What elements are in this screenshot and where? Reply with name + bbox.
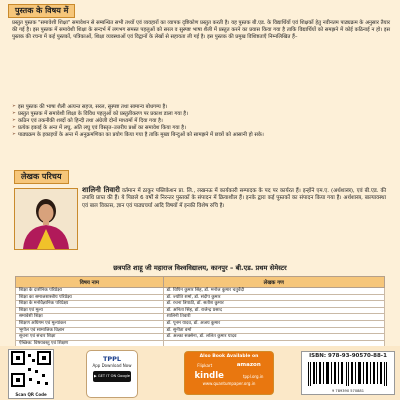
table-row [16,320,385,327]
tppl-site-link[interactable]: tppl.org.in [242,373,264,379]
footer [0,346,400,400]
table-cell: ऐच्छिक: विषयवस्तु एवं शिक्षण [16,340,164,347]
kindle-link[interactable]: kindle [194,371,224,381]
table-cell: शालिनी तिवारी [163,314,384,321]
about-intro: प्रस्तुत पुस्तक "समावेशी शिक्षा" समावेशन से सम्बन्धित सभी तथ्यों एवं व्यवहारों का व्यापक दृष्टिकोण प्रस्तुत करती है। यह पुस्तक बी.एड. के विद्यार्थियों एवं शिक्षकों हेतु नवीनतम पाठ्यक्रम के अनुसार तैयार की गई है। इस पुस्तक में समावेशी शिक्षा के सन्दर्भ में लगभग समस्त पहलुओं को सरल व सुस्पष्ट भाषा शैली में प्रस्तुत करने का प्रयास किया गया है ताकि विद्यार्थियों को समझने में कोई कठिनाई न हो। इस पुस्तक की रचना में कई पुस्तकों, पत्रिकाओं, शिक्षा व्यवस्थाओं एवं विद्वानों के लेखों से सहायता ली गई है। इस पुस्तक की प्रमुख विशिष्टताएँ निम्नलिखित हैं– [12,20,390,40]
get-it-label: GET IT ON [97,374,117,378]
table-cell: डॉ. पूनम यादव, डॉ. अजय कुमार [163,320,384,327]
tppl-subtitle: App Download Now [92,363,132,368]
isbn-barcode [301,351,395,395]
available-on-panel [184,351,274,395]
about-heading: पुस्तक के विषय में [8,4,75,18]
table-cell: डॉ. अल्का सक्सेना, डॉ. ललित कुमार यादव [163,334,384,341]
table-cell: डॉ. रचना त्रिपाठी, डॉ. सतीश कुमार [163,301,384,308]
table-cell: शिक्षा के मनोवैज्ञानिक परिप्रेक्ष्य [16,301,164,308]
table-row [16,334,385,341]
google-play-badge[interactable] [93,371,131,389]
list-item: ➢ पाठ्यक्रम के इकाइयों के अन्त में अनुक्रमणिका का प्रयोग किया गया है ताकि मुख्य बिन्दुओं को सामझने में छात्रों को आसानी हो सके। [12,132,390,139]
tppl-logo: TPPL [102,355,122,363]
table-cell: डॉ. सुनीता वर्मा [163,327,384,334]
store-label: Google Play [108,374,131,389]
play-icon: ▶ [93,374,97,378]
table-row [16,288,385,295]
author-section [12,184,388,252]
list-item: ➢ प्रस्तुत पुस्तक में समावेशी शिक्षा के विविध पहलुओं को प्रस्तुतीकरण पर प्रकाश डाला गया है। [12,111,390,118]
table-cell: डॉ. ज्योति शर्मा, डॉ. संदीप कुमार [163,294,384,301]
available-title: Also Book Available on [199,354,259,359]
table-row [16,294,385,301]
author-name: शालिनी तिवारी [82,186,120,194]
table-cell: शिक्षण अधिगम एवं मूल्यांकन [16,320,164,327]
table-cell: भूगोल एवं सामाजिक विज्ञान [16,327,164,334]
isbn-text: ISBN: 978-93-90570-88-1 [309,353,387,359]
scan-label: Scan QR Code [15,392,47,397]
table-cell: शिक्षा का समाजशास्त्रीय परिप्रेक्ष्य [16,294,164,301]
table-row [16,301,385,308]
table-cell: डॉ. अनिता सिंह, डॉ. राजेन्द्र प्रसाद [163,307,384,314]
website-link[interactable]: www.quantumpaper.org.in [202,381,256,386]
table-header-authors: लेखक गण [163,277,384,288]
features-list [12,104,390,139]
author-photo [14,188,78,250]
barcode-icon [308,362,388,386]
isbn-digits: 9 789390 570881 [331,389,364,393]
university-title: छत्रपति शाहू जी महाराज विश्वविद्यालय, कानपुर – बी.एड. प्रथम सेमेस्टर [113,264,287,272]
author-bio [82,187,386,210]
flipkart-link[interactable]: Flipkart [197,362,213,368]
list-item: ➢ इस पुस्तक की भाषा शैली अत्यन्त सहज, सरल, सुस्पष्ट तथा सामान्य बोधगम्य है। [12,104,390,111]
list-item: ➢ प्रत्येक इकाई के अन्त में लघु, अति लघु एवं विस्तृत–उत्तरीय प्रश्नों का समावेश किया गया है। [12,125,390,132]
qr-code[interactable] [8,349,54,399]
authors-table [15,276,385,347]
table-cell: शिक्षा एवं मूल्य [16,307,164,314]
table-header-subject: विषय नाम [16,277,164,288]
author-heading: लेखक परिचय [14,170,69,184]
table-cell: शिक्षा के दार्शनिक परिप्रेक्ष्य [16,288,164,295]
author-bio-text: वर्तमान में ठाकुर पब्लिकेशन प्रा. लि., लखनऊ में कार्यकारी सम्पादक के पद पर कार्यरत हैं। इन्होंने एम.ए. (अर्थशास्त्र), एवं बी.एड. की उपाधि प्राप्त की हैं। ये पिछले 6 वर्षों से निरन्तर पुस्तकों के संपादन में क्रियाशील हैं। इनके द्वारा कई पुस्तकों का संपादन किया गया है। अर्थशास्त्र, बाल्यावस्था एवं बाल विकास, ज्ञान एवं पाठ्यचर्या आदि विषयों में इनकी विशेष रुचि है। [82,188,387,209]
table-cell: डॉ. विपिन कुमार सिंह, डॉ. मनोज कुमार चतुर्वेदी [163,288,384,295]
table-header-row [16,277,385,288]
table-row [16,327,385,334]
table-row [16,314,385,321]
tppl-app-badge[interactable] [86,350,138,398]
amazon-link[interactable]: amazon [236,362,261,368]
list-item: ➢ कठिन एवं तकनीकी शब्दों को हिन्दी तथा अंग्रेजी दोनों माध्यमों में दिया गया है। [12,118,390,125]
table-cell: समावेशी शिक्षा [16,314,164,321]
table-row [16,307,385,314]
table-cell: सूचना एवं संचार शिक्षा [16,334,164,341]
